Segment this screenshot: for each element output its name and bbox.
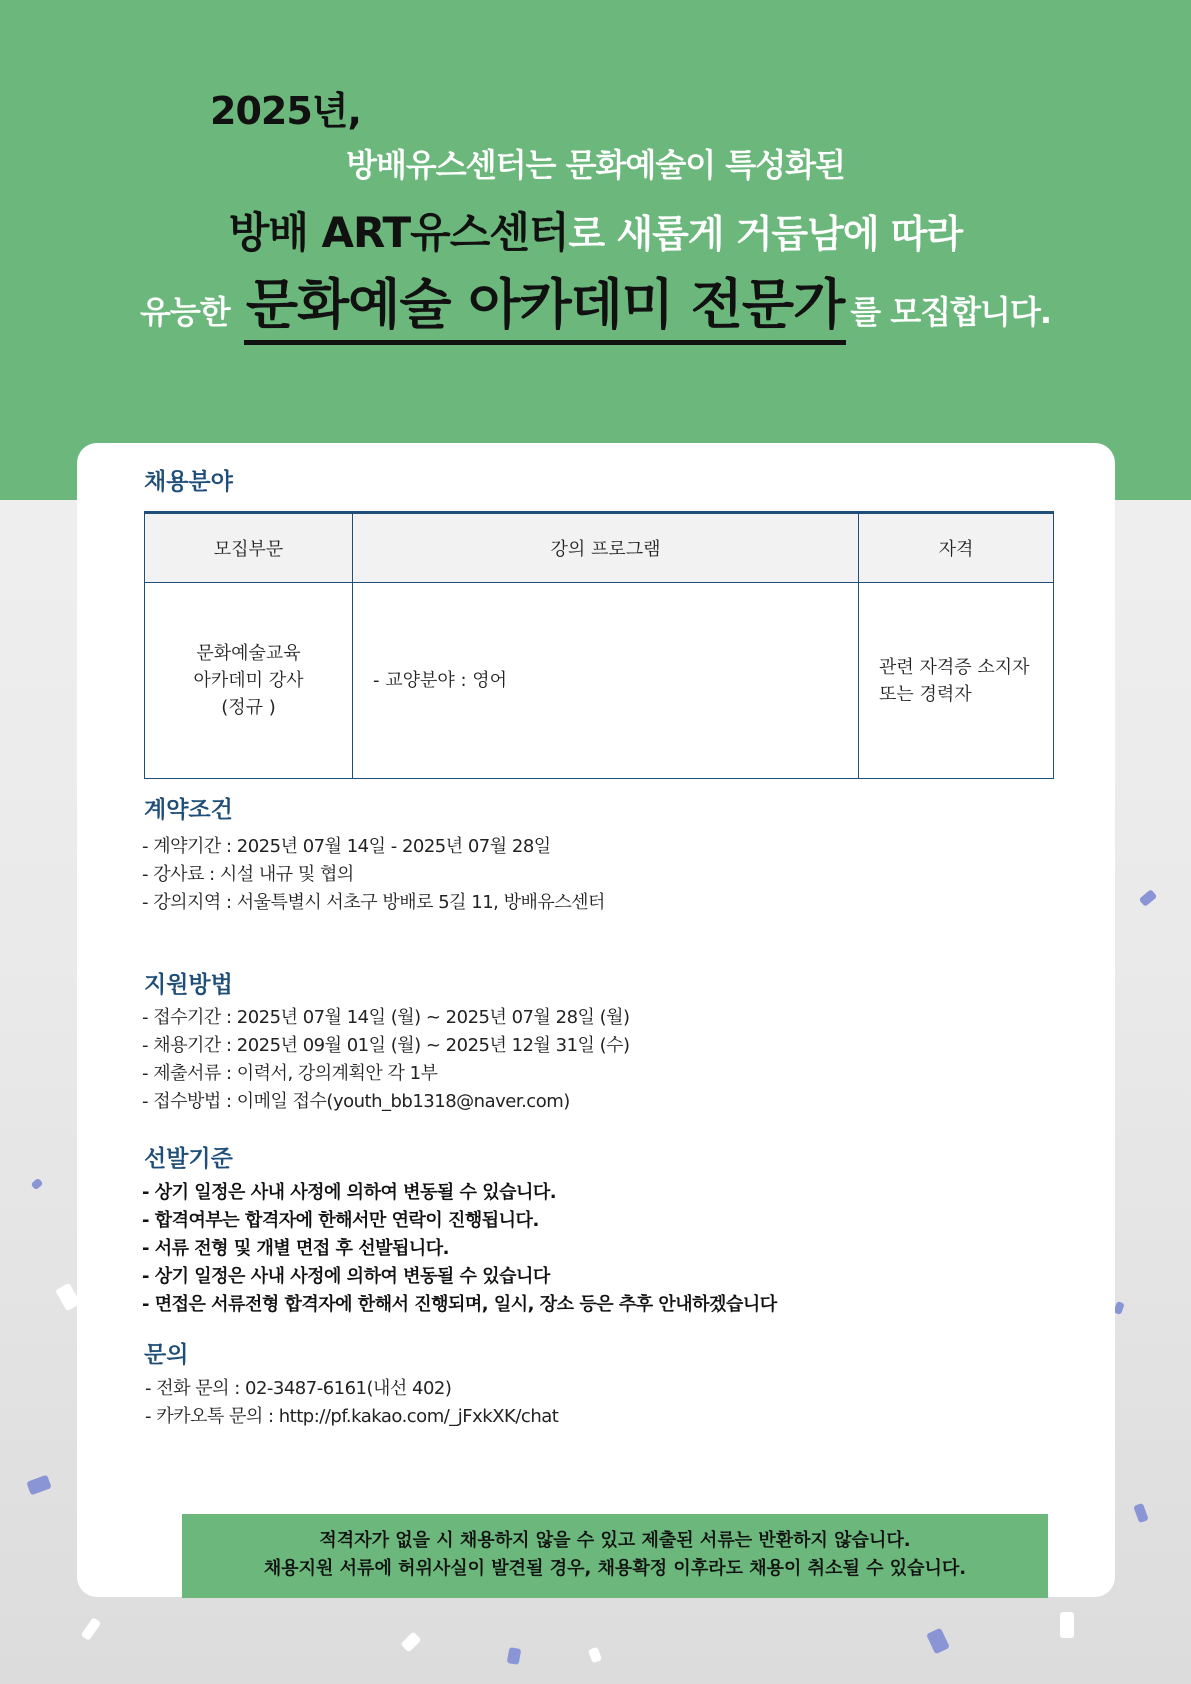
contract-list bbox=[142, 833, 605, 917]
headline-highlight: 문화예술 아카데미 전문가 bbox=[244, 273, 846, 345]
list-item: - 합격여부는 합격자에 한해서만 연락이 진행됩니다. bbox=[142, 1210, 539, 1231]
inquiry-list bbox=[145, 1375, 558, 1431]
confetti-decoration bbox=[507, 1647, 522, 1665]
inquiry-title: 문의 bbox=[144, 1342, 189, 1368]
headline-line-3-rest: 로 새롭게 거듭남에 따라 bbox=[568, 212, 963, 256]
confetti-decoration bbox=[1139, 889, 1158, 907]
list-item: - 강의지역 : 서울특별시 서초구 방배로 5길 11, 방배유스센터 bbox=[142, 892, 605, 913]
apply-list bbox=[142, 1004, 630, 1116]
list-item: - 채용기간 : 2025년 09월 01일 (월) ~ 2025년 12월 31일 (수) bbox=[142, 1035, 630, 1056]
table-header-dept: 모집부문 bbox=[145, 513, 353, 583]
selection-title: 선발기준 bbox=[144, 1146, 233, 1172]
cell-qual-line: 관련 자격증 소지자 bbox=[879, 656, 1030, 678]
cell-dept-line: 문화예술교육 bbox=[196, 643, 301, 664]
list-item: - 전화 문의 : 02-3487-6161(내선 402) bbox=[145, 1378, 452, 1399]
headline-line-4-post: 를 모집합니다. bbox=[850, 293, 1052, 331]
list-item: - 서류 전형 및 개별 면접 후 선발됩니다. bbox=[142, 1238, 449, 1259]
headline-year: 2025년, bbox=[210, 89, 361, 133]
headline-center-name: 방배 ART유스센터 bbox=[228, 208, 569, 257]
list-item: - 상기 일정은 사내 사정에 의하여 변동될 수 있습니다. bbox=[142, 1182, 557, 1203]
list-item: - 접수방법 : 이메일 접수(youth_bb1318@naver.com) bbox=[142, 1091, 570, 1112]
headline-line-4 bbox=[0, 262, 1191, 339]
list-item: - 제출서류 : 이력서, 강의계획안 각 1부 bbox=[142, 1063, 438, 1084]
cell-dept bbox=[145, 583, 353, 779]
confetti-decoration bbox=[1060, 1612, 1074, 1638]
list-item: - 카카오톡 문의 : http://pf.kakao.com/_jFxkXK/chat bbox=[145, 1406, 559, 1427]
confetti-decoration bbox=[26, 1475, 51, 1496]
notice-line: 채용지원 서류에 허위사실이 발견될 경우, 채용확정 이후라도 채용이 취소될 수 있습니다. bbox=[263, 1558, 967, 1579]
selection-list bbox=[142, 1179, 777, 1319]
cell-qualification bbox=[859, 583, 1054, 779]
table-header-qualification: 자격 bbox=[859, 513, 1054, 583]
cell-dept-line: 아카데미 강사 bbox=[193, 670, 304, 691]
headline-line-3 bbox=[0, 200, 1191, 260]
recruit-table bbox=[144, 511, 1054, 779]
headline-line-2: 방배유스센터는 문화예술이 특성화된 bbox=[346, 146, 845, 184]
list-item: - 강사료 : 시설 내규 및 협의 bbox=[142, 864, 354, 885]
list-item: - 계약기간 : 2025년 07월 14일 - 2025년 07월 28일 bbox=[142, 836, 551, 857]
content-card bbox=[77, 443, 1115, 1597]
confetti-decoration bbox=[31, 1178, 44, 1191]
notice-line: 적격자가 없을 시 채용하지 않을 수 있고 제출된 서류는 반환하지 않습니다. bbox=[319, 1530, 911, 1551]
headline bbox=[0, 0, 1191, 440]
confetti-decoration bbox=[400, 1631, 421, 1652]
recruit-title: 채용분야 bbox=[144, 469, 233, 495]
list-item: - 상기 일정은 사내 사정에 의하여 변동될 수 있습니다 bbox=[142, 1266, 550, 1287]
headline-line-4-pre: 유능한 bbox=[139, 293, 230, 331]
cell-qual-line: 또는 경력자 bbox=[879, 683, 972, 705]
apply-title: 지원방법 bbox=[144, 972, 233, 998]
list-item: - 면접은 서류전형 합격자에 한해서 진행되며, 일시, 장소 등은 추후 안내하겠습니다 bbox=[142, 1294, 777, 1315]
table-row bbox=[145, 583, 1054, 779]
confetti-decoration bbox=[926, 1628, 950, 1655]
cell-dept-line: (정규 ) bbox=[221, 697, 276, 718]
confetti-decoration bbox=[81, 1617, 102, 1641]
confetti-decoration bbox=[1133, 1503, 1149, 1523]
confetti-decoration bbox=[588, 1647, 602, 1664]
contract-title: 계약조건 bbox=[144, 797, 233, 823]
notice-banner bbox=[182, 1514, 1048, 1598]
table-header-program: 강의 프로그램 bbox=[353, 513, 859, 583]
list-item: - 접수기간 : 2025년 07월 14일 (월) ~ 2025년 07월 28일 (월) bbox=[142, 1007, 630, 1028]
cell-program: - 교양분야 : 영어 bbox=[353, 583, 859, 779]
